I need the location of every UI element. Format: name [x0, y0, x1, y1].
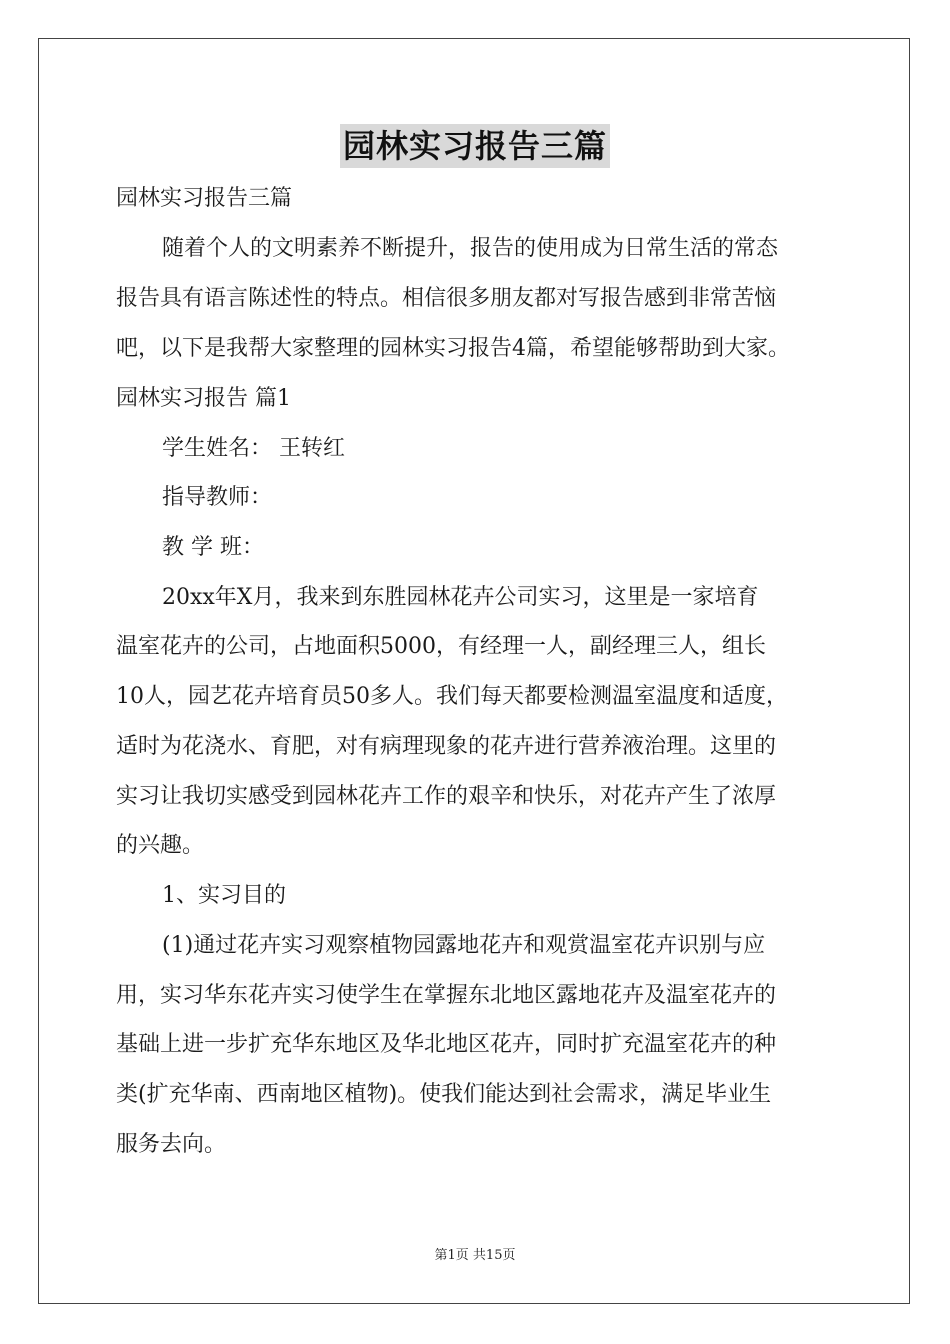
advisor-line: 指导教师： — [162, 485, 273, 510]
body-line: 20xx年X月，我来到东胜园林花卉公司实习，这里是一家培育 — [162, 585, 759, 610]
body-line: 随着个人的文明素养不断提升，报告的使用成为日常生活的常态 — [162, 236, 779, 261]
body-line: 用，实习华东花卉实习使学生在掌握东北地区露地花卉及温室花卉的 — [116, 983, 777, 1008]
body-line: 适时为花浇水、育肥，对有病理现象的花卉进行营养液治理。这里的 — [116, 734, 777, 759]
title-container — [0, 124, 950, 168]
student-name-line: 学生姓名： 王转红 — [162, 436, 345, 461]
list-heading: 1、实习目的 — [162, 883, 286, 908]
page-border — [38, 38, 910, 1304]
body-line: 的兴趣。 — [116, 833, 205, 858]
body-line: 基础上进一步扩充华东地区及华北地区花卉，同时扩充温室花卉的种 — [116, 1032, 777, 1057]
document-title: 园林实习报告三篇 — [340, 124, 610, 168]
subtitle-line: 园林实习报告三篇 — [116, 186, 293, 211]
body-line: (1)通过花卉实习观察植物园露地花卉和观赏温室花卉识别与应 — [162, 933, 766, 958]
class-line: 教 学 班： — [162, 535, 264, 560]
body-line: 实习让我切实感受到园林花卉工作的艰辛和快乐，对花卉产生了浓厚 — [116, 784, 777, 809]
body-line: 服务去向。 — [116, 1132, 227, 1157]
body-line: 吧，以下是我帮大家整理的园林实习报告4篇，希望能够帮助到大家。 — [116, 336, 790, 361]
body-line: 报告具有语言陈述性的特点。相信很多朋友都对写报告感到非常苦恼 — [116, 286, 777, 311]
body-line: 类(扩充华南、西南地区植物)。使我们能达到社会需求，满足毕业生 — [116, 1082, 772, 1107]
page-footer: 第1页 共15页 — [434, 1248, 516, 1263]
body-line: 10人，园艺花卉培育员50多人。我们每天都要检测温室温度和适度， — [116, 684, 788, 709]
section-heading: 园林实习报告 篇1 — [116, 386, 291, 411]
body-line: 温室花卉的公司，占地面积5000，有经理一人，副经理三人，组长 — [116, 634, 766, 659]
